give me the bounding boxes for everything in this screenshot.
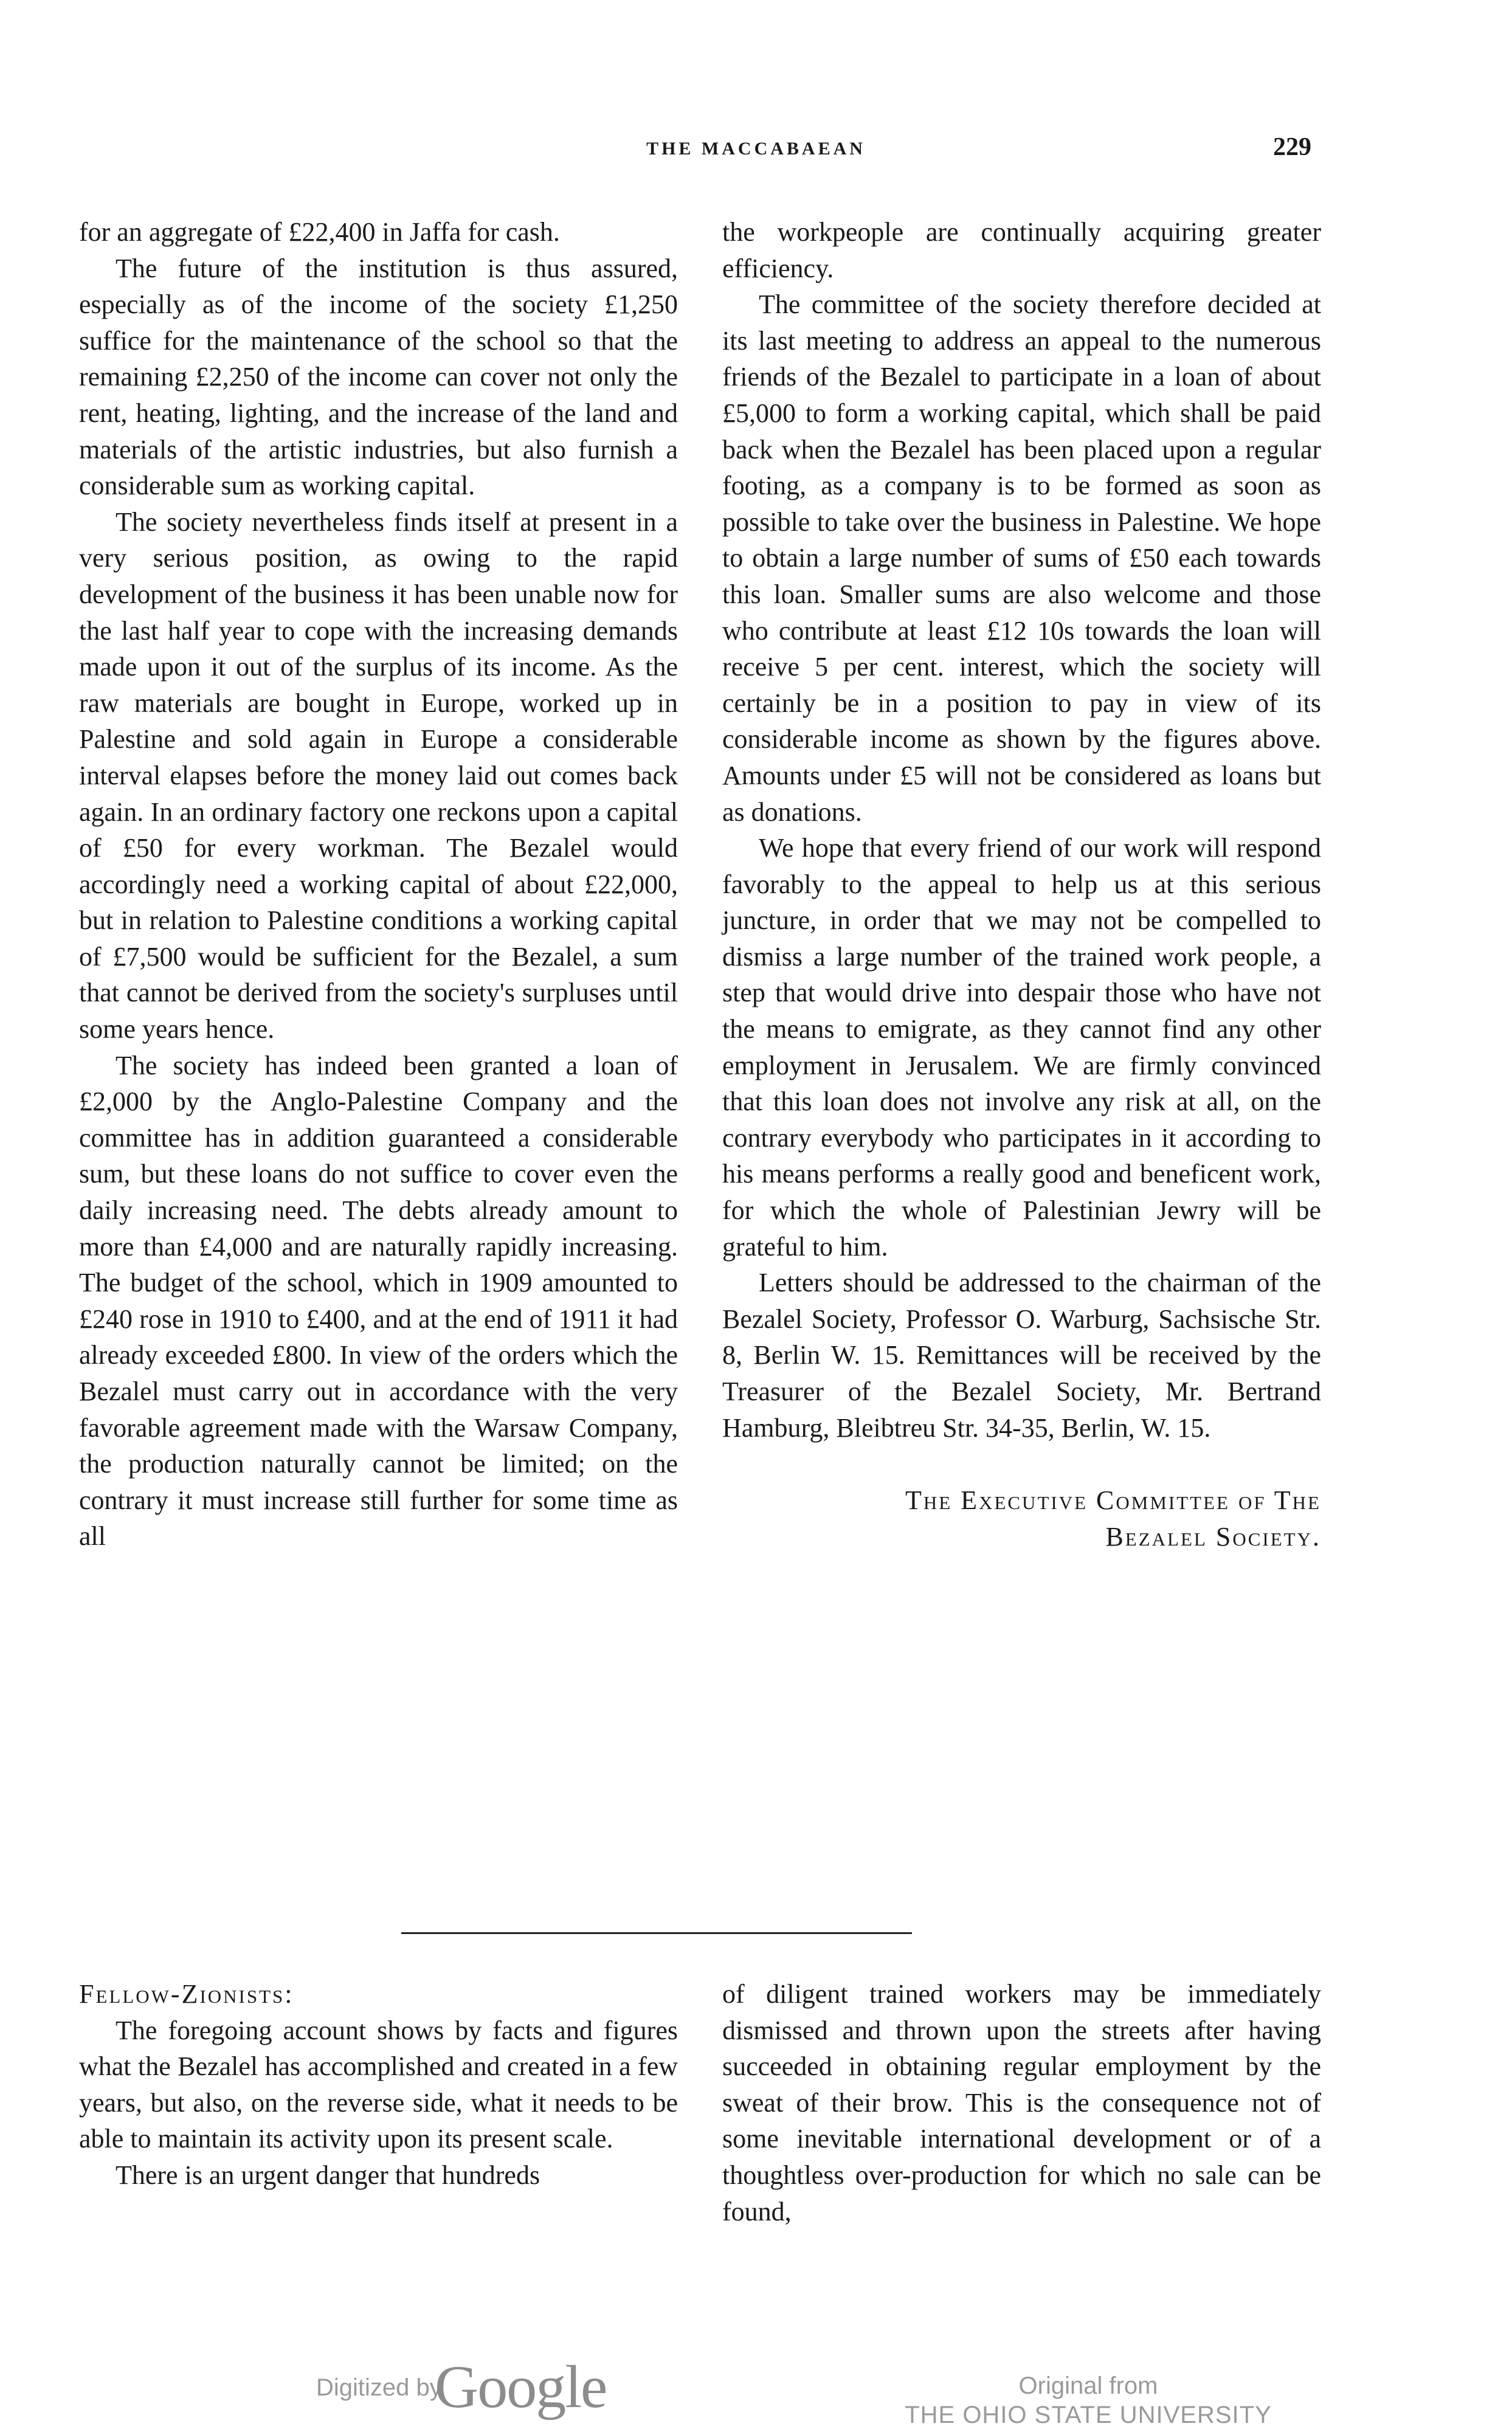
university-label: THE OHIO STATE UNIVERSITY xyxy=(905,2402,1272,2428)
paragraph: for an aggregate of £22,400 in Jaffa for cash. xyxy=(79,217,560,247)
digitized-by-label: Digitized by xyxy=(316,2374,442,2401)
paragraph: the workpeople are continually acquiring greater efficiency. xyxy=(722,217,1321,283)
paragraph: of diligent trained workers may be immediately dismissed and thrown upon the streets after having succeeded in obtaining regular employment by the sweat of their brow. This is the consequence not of some inevitable international development or of a thoughtless over-production for which no sale can be found, xyxy=(722,1979,1321,2226)
paragraph: The foregoing account shows by facts and figures what the Bezalel has accomplished and created in a few years, but also, on the reverse side, what it needs to be able to maintain its activity upon its present scale. xyxy=(79,2015,678,2154)
signature-line: The Executive Committee of The xyxy=(905,1485,1321,1516)
paragraph: Letters should be addressed to the chairman of the Bezalel Society, Professor O. Warburg, Sachsische Str. 8, Berlin W. 15. Remittances will be received by the Treasurer of the Bezalel Society, Mr. Bertrand Hamburg, Bleibtreu Str. 34-35, Berlin, W. 15. xyxy=(722,1268,1321,1443)
signature-block xyxy=(722,1482,1321,1555)
running-head: THE MACCABAEAN xyxy=(646,139,866,159)
section-divider xyxy=(401,1932,912,1934)
right-column-top xyxy=(722,214,1321,1555)
paragraph: The society has indeed been granted a loan of £2,000 by the Anglo-Palestine Company and the committee has in addition guaranteed a considerable sum, but these loans do not suffice to cover even the daily increasing need. The debts already amount to more than £4,000 and are naturally rapidly increasing. The budget of the school, which in 1909 amounted to £240 rose in 1910 to £400, and at the end of 1911 it had already exceeded £800. In view of the orders which the Bezalel must carry out in accordance with the very favorable agreement made with the Warsaw Company, the production naturally cannot be limited; on the contrary it must increase still further for some time as all xyxy=(79,1050,678,1552)
right-column-bottom xyxy=(722,1976,1321,2230)
left-column-bottom xyxy=(79,1976,678,2194)
paragraph: The committee of the society therefore decided at its last meeting to address an appeal to the numerous friends of the Bezalel to participate in a loan of about £5,000 to form a working capital, which shall be paid back when the Bezalel has been placed upon a regular footing, as a company is to be formed as soon as possible to take over the business in Palestine. We hope to obtain a large number of sums of £50 each towards this loan. Smaller sums are also welcome and those who contribute at least £12 10s towards the loan will receive 5 per cent. interest, which the society will certainly be in a position to pay in view of its considerable income as shown by the figures above. Amounts under £5 will not be considered as loans but as donations. xyxy=(722,289,1321,827)
page-number: 229 xyxy=(1273,133,1311,161)
left-column-top xyxy=(79,214,678,1555)
paragraph: The future of the institution is thus assured, especially as of the income of the society £1,250 suffice for the maintenance of the school so that the remaining £2,250 of the income can cover not only the rent, heating, lighting, and the increase of the land and materials of the artistic industries, but also furnish a considerable sum as working capital. xyxy=(79,253,678,501)
section-heading: Fellow-Zionists: xyxy=(79,1979,294,2009)
paragraph: There is an urgent danger that hundreds xyxy=(116,2160,540,2190)
source-attribution xyxy=(875,2371,1301,2430)
paragraph: The society nevertheless finds itself at present in a very serious position, as owing to the rapid development of the business it has been unable now for the last half year to cope with the increasing demands made upon it out of the surplus of its income. As the raw materials are bought in Europe, worked up in Palestine and sold again in Europe a considerable interval elapses before the money laid out comes back again. In an ordinary factory one reckons upon a capital of £50 for every workman. The Bezalel would accordingly need a working capital of about £22,000, but in relation to Palestine conditions a working capital of £7,500 would be sufficient for the Bezalel, a sum that cannot be derived from the society's surpluses until some years hence. xyxy=(79,506,678,1045)
paragraph: We hope that every friend of our work will respond favorably to the appeal to help us at this serious juncture, in order that we may not be compelled to dismiss a large number of the trained work people, a step that would drive into despair those who have not the means to emigrate, as they cannot find any other employment in Jerusalem. We are firmly convinced that this loan does not involve any risk at all, on the contrary everybody who participates in it according to his means performs a really good and beneficent work, for which the whole of Palestinian Jewry will be grateful to him. xyxy=(722,833,1321,1262)
original-from-label: Original from xyxy=(1018,2372,1158,2399)
signature-line: Bezalel Society. xyxy=(1105,1521,1321,1552)
google-logo: Google xyxy=(435,2353,607,2420)
